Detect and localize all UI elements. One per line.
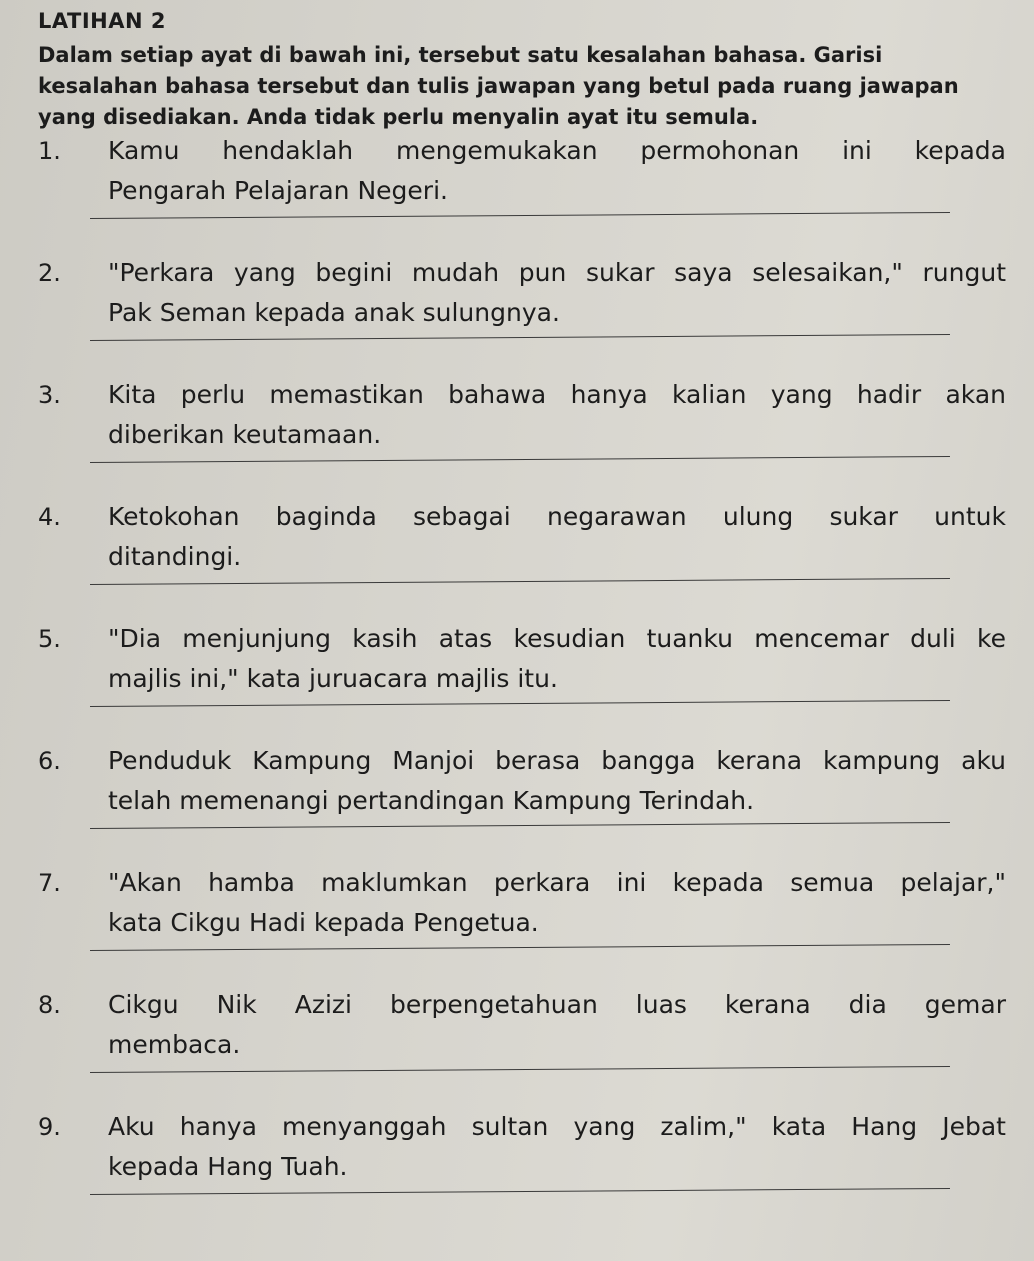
question-number: 6. (38, 747, 61, 775)
exercise-instructions: Dalam setiap ayat di bawah ini, tersebut satu kesalahan bahasa. Garisi kesalahan bahasa tersebut dan tulis jawapan yang betul pada ruang jawapan yang disediakan. Anda tidak perlu menyalin ayat itu semula. (38, 43, 959, 129)
question-text-line1: Cikgu Nik Azizi berpengetahuan luas kerana dia gemar (108, 990, 1006, 1019)
question-text-line1: Kita perlu memastikan bahawa hanya kalian yang hadir akan (108, 380, 1006, 409)
question-item (38, 1104, 1006, 1226)
answer-line[interactable] (90, 944, 950, 951)
question-text-line1: Penduduk Kampung Manjoi berasa bangga kerana kampung aku (108, 746, 1006, 775)
question-number: 3. (38, 381, 61, 409)
question-text-line1: "Dia menjunjung kasih atas kesudian tuanku mencemar duli ke (108, 624, 1006, 653)
answer-line[interactable] (90, 822, 950, 829)
question-item (38, 250, 1006, 372)
question-text-line2: kata Cikgu Hadi kepada Pengetua. (108, 908, 539, 937)
question-item (38, 128, 1006, 250)
question-item (38, 616, 1006, 738)
answer-line[interactable] (90, 334, 950, 341)
answer-line[interactable] (90, 1188, 950, 1195)
question-list (38, 128, 1006, 1226)
question-text-line1: "Akan hamba maklumkan perkara ini kepada semua pelajar," (108, 868, 1006, 897)
question-text-line2: kepada Hang Tuah. (108, 1152, 348, 1181)
question-number: 7. (38, 869, 61, 897)
question-text-line2: membaca. (108, 1030, 241, 1059)
exercise-title: LATIHAN 2 (38, 9, 166, 33)
question-item (38, 860, 1006, 982)
question-text-line1: Aku hanya menyanggah sultan yang zalim," kata Hang Jebat (108, 1112, 1006, 1141)
question-text-line2: telah memenangi pertandingan Kampung Terindah. (108, 786, 755, 815)
question-number: 1. (38, 137, 61, 165)
question-text-line1: Kamu hendaklah mengemukakan permohonan ini kepada (108, 136, 1006, 165)
question-number: 9. (38, 1113, 61, 1141)
question-item (38, 982, 1006, 1104)
question-number: 8. (38, 991, 61, 1019)
question-text-line2: diberikan keutamaan. (108, 420, 382, 449)
question-text-line1: Ketokohan baginda sebagai negarawan ulung sukar untuk (108, 502, 1006, 531)
answer-line[interactable] (90, 700, 950, 707)
question-number: 2. (38, 259, 61, 287)
question-item (38, 372, 1006, 494)
answer-line[interactable] (90, 1066, 950, 1073)
question-text-line2: Pengarah Pelajaran Negeri. (108, 176, 448, 205)
answer-line[interactable] (90, 578, 950, 585)
question-number: 5. (38, 625, 61, 653)
answer-line[interactable] (90, 212, 950, 219)
question-text-line2: ditandingi. (108, 542, 242, 571)
answer-line[interactable] (90, 456, 950, 463)
question-text-line1: "Perkara yang begini mudah pun sukar saya selesaikan," rungut (108, 258, 1006, 287)
question-number: 4. (38, 503, 61, 531)
question-text-line2: majlis ini," kata juruacara majlis itu. (108, 664, 558, 693)
question-item (38, 494, 1006, 616)
question-item (38, 738, 1006, 860)
question-text-line2: Pak Seman kepada anak sulungnya. (108, 298, 560, 327)
